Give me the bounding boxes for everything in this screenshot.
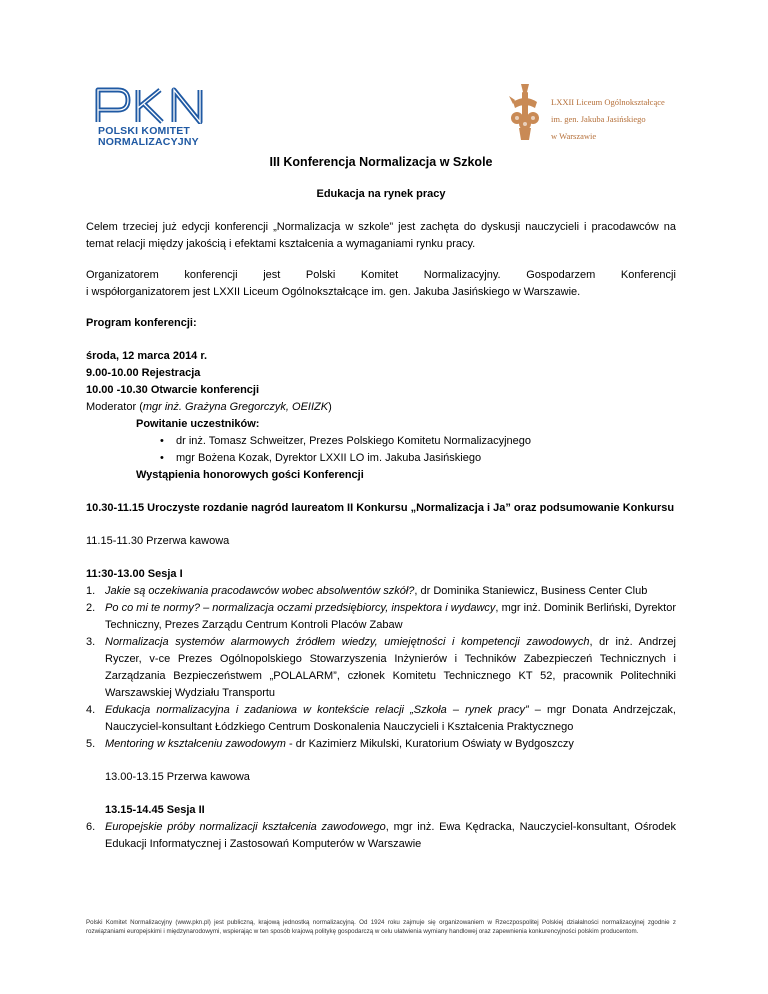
program-break1: 11.15-11.30 Przerwa kawowa [86,535,230,547]
program-break2: 13.00-13.15 Przerwa kawowa [105,771,250,783]
program-registration: 9.00-10.00 Rejestracja [86,367,201,379]
organizer-word: Komitet [360,269,399,281]
school-logo-line2: im. gen. Jakuba Jasińskiego [551,114,646,124]
program-opening: 10.00 -10.30 Otwarcie konferencji [86,384,260,396]
item-number: 4. [86,704,96,716]
program-session1: 11:30-13.00 Sesja I [86,568,183,580]
talk-speaker: , mgr inż. Dominik Berliński, Dyrektor Techniczny, Prezes Zarządu Centrum Kontroli Placów Zabaw [105,602,676,631]
document-body [86,150,676,853]
talk-speaker: , dr inż. Andrzej Ryczer, v-ce Prezes Ogólnopolskiego Stowarzyszenia Inżynierów i Techników Zabezpieczeń Technicznych i Zarządzania Bezpieczeństwem „POLALARM”, członek Komitetu Technicznego KT 52, pracownik Politechniki Warszawskiej Wydziału Transportu [105,636,676,699]
school-logo-line3: w Warszawie [551,131,597,141]
talk-speaker: – mgr Donata Andrzejczak, Nauczyciel-konsultant Łódzkiego Centrum Doskonalenia Nauczycieli i Kształcenia Praktycznego [105,704,676,733]
document-subtitle: Edukacja na rynek pracy [316,188,446,200]
list-item [86,634,676,702]
program-heading: Program konferencji: [86,317,197,329]
item-number: 6. [86,821,96,833]
pkn-logo-line1: POLSKI KOMITET [98,125,191,137]
item-number: 1. [86,585,96,597]
pkn-logo-mark [92,86,210,124]
program-day [86,348,676,484]
talk-title: Normalizacja systemów alarmowych źródłem wiedzy, umiejętności i kompetencji zawodowych [105,636,590,648]
talk-title: Europejskie próby normalizacji kształcenia zawodowego [105,821,386,833]
program-date: środa, 12 marca 2014 r. [86,350,208,362]
list-item [86,600,676,634]
school-emblem-icon [507,80,543,142]
program-awards: 10.30-11.15 Uroczyste rozdanie nagród laureatom II Konkursu „Normalizacja i Ja” oraz podsumowanie Konkursu [86,502,675,514]
program-honorary: Wystąpienia honorowych gości Konferencji [136,469,364,481]
organizer-word: Polski [305,269,336,281]
talk-speaker: , mgr inż. Ewa Kędracka, Nauczyciel-konsultant, Ośrodek Edukacji Informatycznej i Zastosowań Komputerów w Warszawie [105,821,676,850]
session1-list [86,583,676,753]
organizer-word: Normalizacyjny. [423,269,501,281]
organizer-word: Konferencji [620,269,676,281]
document-title: III Konferencja Normalizacja w Szkole [269,155,493,169]
welcome-list [86,433,676,467]
list-item: • dr inż. Tomasz Schweitzer, Prezes Polskiego Komitetu Normalizacyjnego [176,433,676,450]
organizer-paragraph [86,267,676,301]
item-number: 2. [86,602,96,614]
program-welcome: Powitanie uczestników: [136,418,260,430]
organizer-word: Organizatorem [86,269,159,281]
talk-title: Mentoring w kształceniu zawodowym [105,738,286,750]
program-session2: 13.15-14.45 Sesja II [105,804,205,816]
pkn-logo-line2: NORMALIZACYJNY [98,136,199,148]
organizer-word: jest [263,269,281,281]
school-logo-line1: LXXII Liceum Ogólnokształcące [551,97,665,107]
intro-paragraph: Celem trzeciej już edycji konferencji „Normalizacja w szkole” jest zachęta do dyskusji nauczycieli i pracodawców na temat relacji między jakością i efektami kształcenia a wymaganiami rynku pracy. [86,221,676,250]
talk-title: Jakie są oczekiwania pracodawców wobec absolwentów szkół? [105,585,415,597]
talk-title: Po co mi te normy? – normalizacja oczami przedsiębiorcy, inspektora i wydawcy [105,602,496,614]
program-moderator [86,399,676,416]
school-logo [507,80,697,150]
item-number: 5. [86,738,96,750]
list-item: • mgr Bożena Kozak, Dyrektor LXXII LO im. Jakuba Jasińskiego [176,450,676,467]
organizer-word: Gospodarzem [526,269,596,281]
pkn-logo [92,86,218,156]
organizer-line1 [86,267,676,284]
list-item [86,736,676,753]
talk-speaker: , dr Dominika Staniewicz, Business Center Club [414,585,648,597]
talk-title: Edukacja normalizacyjna i zadaniowa w kontekście relacji „Szkoła – rynek pracy” [105,704,529,716]
talk-speaker: - dr Kazimierz Mikulski, Kuratorium Oświaty w Bydgoszczy [285,738,574,750]
organizer-word: konferencji [184,269,238,281]
item-number: 3. [86,636,96,648]
list-item [86,583,676,600]
session2-list [86,819,676,853]
moderator-suffix: ) [328,401,332,413]
list-item [86,819,676,853]
moderator-name: mgr inż. Grażyna Gregorczyk, OEIIZK [142,401,329,413]
organizer-line2: i współorganizatorem jest LXXII Liceum Ogólnokształcące im. gen. Jakuba Jasińskiego w Warszawie. [86,286,581,298]
list-item [86,702,676,736]
page-footer: Polski Komitet Normalizacyjny (www.pkn.pl) jest publiczną, krajową jednostką normalizacyjną. Od 1924 roku zajmuje się organizowaniem w Rzeczpospolitej Polskiej działalności normalizacyjnej zgodnie z rozwiązaniami europejskimi i międzynarodowymi, wspierając w ten sposób krajową politykę gospodarczą w celu ułatwienia wymiany handlowej oraz zapewnienia konkurencyjności polskim producentom. [86,919,676,935]
moderator-prefix: Moderator ( [86,401,143,413]
